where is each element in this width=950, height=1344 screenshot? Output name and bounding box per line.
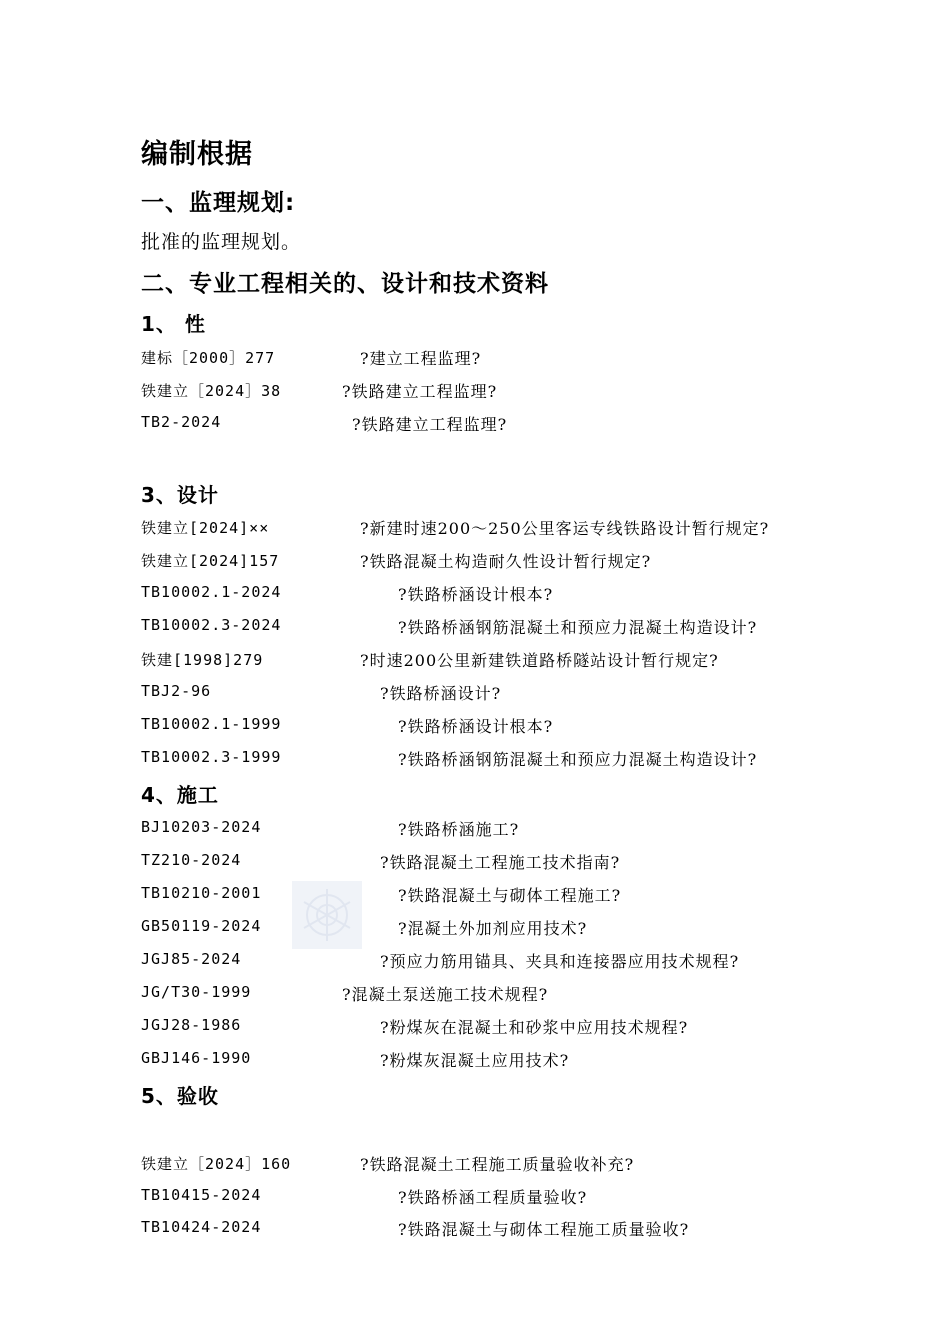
standard-name: ?混凝土外加剂应用技术?: [398, 919, 588, 938]
standard-name: ?新建时速200～250公里客运专线铁路设计暂行规定?: [360, 519, 770, 538]
subsection-4-heading: 4、施工: [141, 783, 219, 807]
subsection-3-heading: 3、设计: [141, 483, 219, 507]
standard-name: ?铁路桥涵工程质量验收?: [398, 1188, 588, 1207]
standard-code: TB10424-2024: [141, 1218, 262, 1236]
standard-name: ?铁路混凝土构造耐久性设计暂行规定?: [360, 552, 652, 571]
subsection-1-heading: 1、 性: [141, 312, 206, 336]
standard-code: TB2-2024: [141, 413, 222, 431]
standard-code: JG/T30-1999: [141, 983, 252, 1001]
standard-name: ?铁路桥涵设计?: [380, 684, 502, 703]
standard-code: BJ10203-2024: [141, 818, 262, 836]
standard-name: ?混凝土泵送施工技术规程?: [342, 985, 549, 1004]
standard-name: ?预应力筋用锚具、夹具和连接器应用技术规程?: [380, 952, 740, 971]
standard-name: ?铁路混凝土与砌体工程施工质量验收?: [398, 1220, 690, 1239]
standard-code: GB50119-2024: [141, 917, 262, 935]
standard-code: 铁建立［2024］38: [141, 382, 282, 400]
standard-name: ?铁路混凝土工程施工技术指南?: [380, 853, 621, 872]
standard-code: 建标［2000］277: [141, 349, 276, 367]
standard-code: 铁建立［2024］160: [141, 1155, 292, 1173]
standard-name: ?粉煤灰混凝土应用技术?: [380, 1051, 570, 1070]
standard-code: TB10002.1-2024: [141, 583, 282, 601]
standard-name: ?铁路桥涵施工?: [398, 820, 520, 839]
standard-code: TBJ2-96: [141, 682, 212, 700]
page-title: 编制根据: [141, 139, 253, 170]
standard-code: 铁建[1998]279: [141, 651, 264, 669]
standard-code: TB10415-2024: [141, 1186, 262, 1204]
standard-name: ?粉煤灰在混凝土和砂浆中应用技术规程?: [380, 1018, 689, 1037]
watermark-snowflake-icon: [292, 881, 362, 949]
standard-name: ?时速200公里新建铁道路桥隧站设计暂行规定?: [360, 651, 719, 670]
standard-name: ?铁路建立工程监理?: [342, 382, 498, 401]
standard-name: ?铁路桥涵设计根本?: [398, 585, 554, 604]
standard-name: ?铁路桥涵设计根本?: [398, 717, 554, 736]
standard-name: ?铁路建立工程监理?: [352, 415, 508, 434]
standard-code: TB10002.3-2024: [141, 616, 282, 634]
standard-code: GBJ146-1990: [141, 1049, 252, 1067]
standard-name: ?铁路桥涵钢筋混凝土和预应力混凝土构造设计?: [398, 618, 758, 637]
standard-code: JGJ28-1986: [141, 1016, 242, 1034]
standard-name: ?铁路混凝土工程施工质量验收补充?: [360, 1155, 635, 1174]
section-1-text: 批准的监理规划。: [141, 231, 302, 253]
standard-name: ?铁路桥涵钢筋混凝土和预应力混凝土构造设计?: [398, 750, 758, 769]
standard-name: ?铁路混凝土与砌体工程施工?: [398, 886, 622, 905]
standard-code: TB10002.3-1999: [141, 748, 282, 766]
standard-code: TB10210-2001: [141, 884, 262, 902]
standard-name: ?建立工程监理?: [360, 349, 482, 368]
standard-code: JGJ85-2024: [141, 950, 242, 968]
section-2-heading: 二、专业工程相关的、设计和技术资料: [141, 271, 549, 297]
section-1-heading: 一、监理规划:: [141, 190, 296, 216]
standard-code: 铁建立[2024]××: [141, 519, 270, 537]
subsection-5-heading: 5、验收: [141, 1084, 219, 1108]
standard-code: 铁建立[2024]157: [141, 552, 280, 570]
standard-code: TZ210-2024: [141, 851, 242, 869]
standard-code: TB10002.1-1999: [141, 715, 282, 733]
